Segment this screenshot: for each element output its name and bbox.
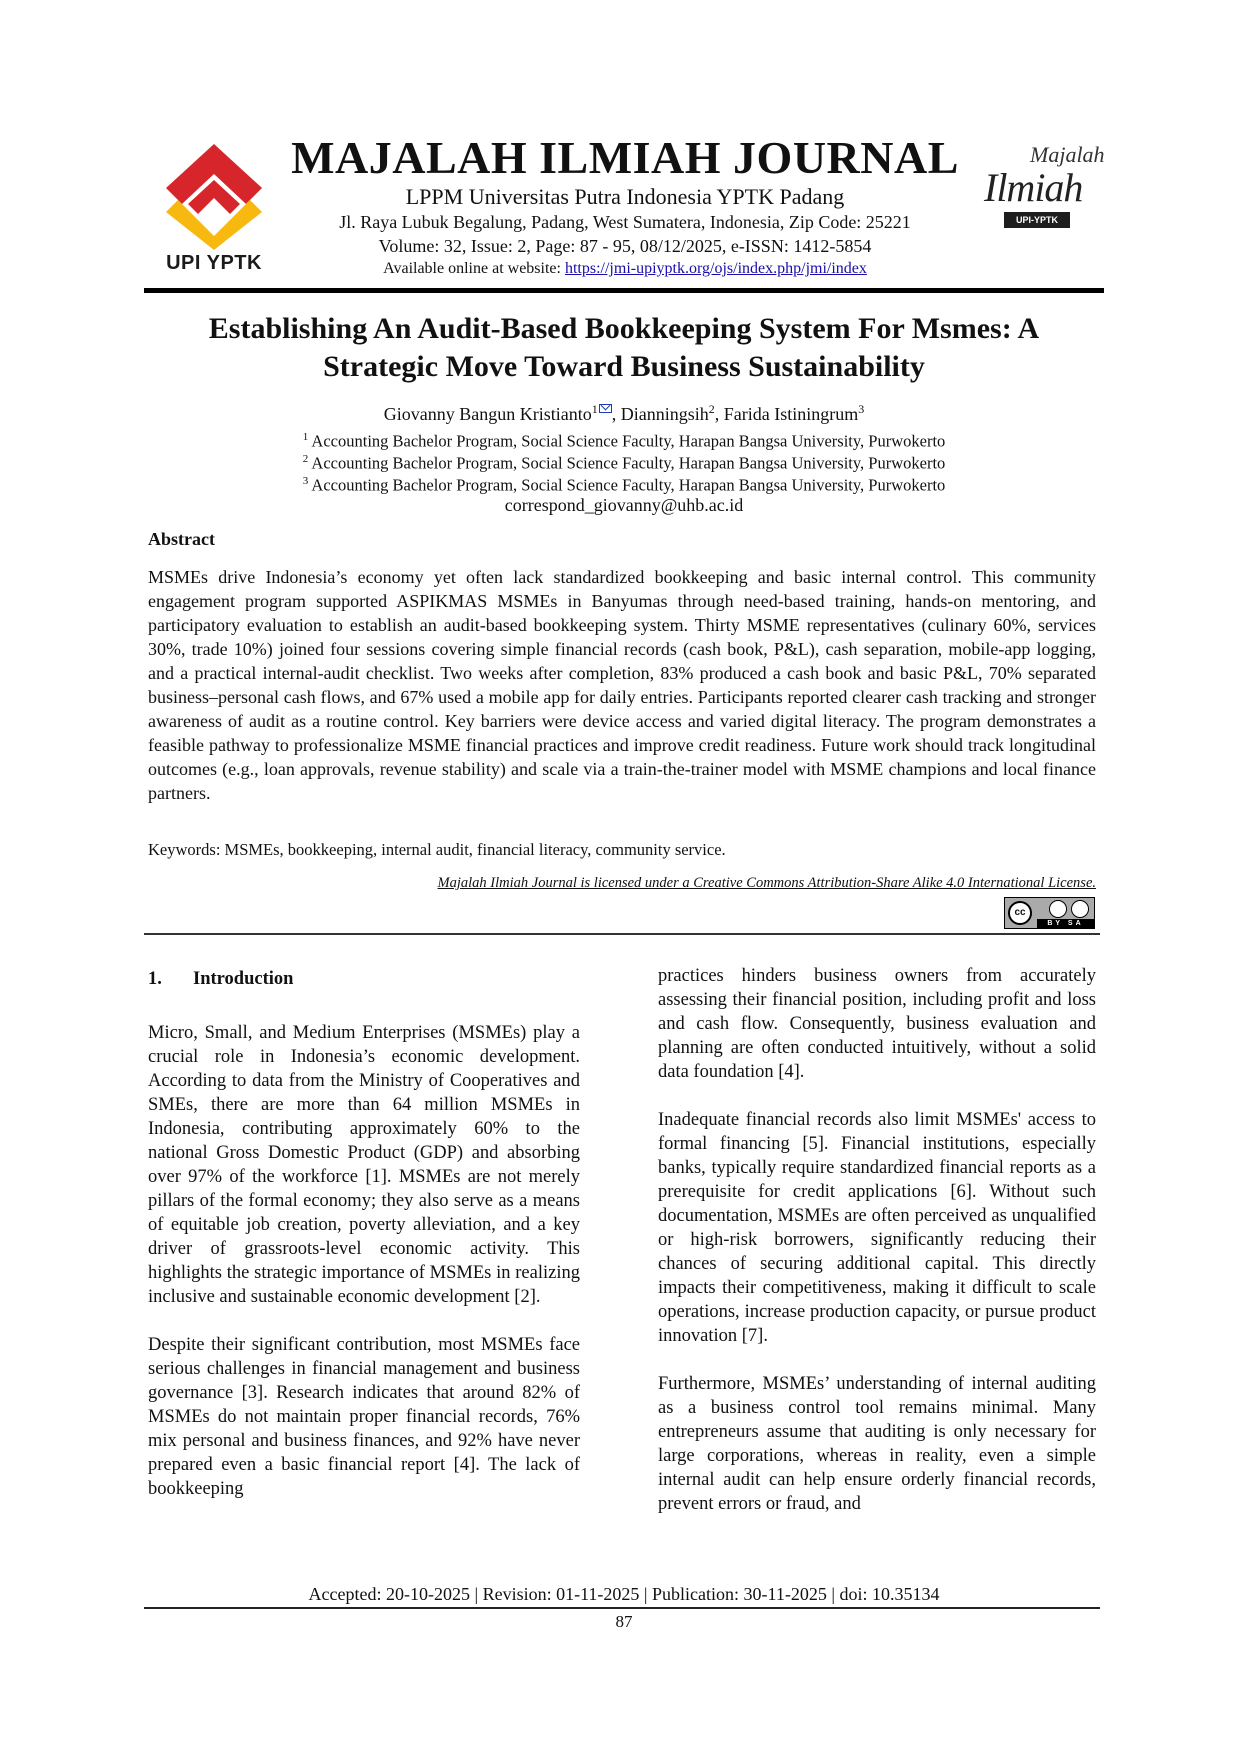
keywords: Keywords: MSMEs, bookkeeping, internal audit, financial literacy, community service. (148, 840, 726, 859)
author-list: Giovanny Bangun Kristianto$^1$ , Dianningsih$^2$, Farida Istiningrum$^3$ (383, 402, 865, 424)
online-availability (290, 259, 960, 279)
body-paragraph: Furthermore, MSMEs’ understanding of internal auditing as a business control tool remains minimal. Many entrepreneurs assume that auditing is only necessary for large corporations, whereas in reality, even a simple internal audit can help ensure orderly financial records, prevent errors or fraud, and (658, 1374, 1096, 1514)
cc-by-sa-badge[interactable] (1004, 897, 1095, 929)
journal-website-link[interactable]: https://jmi-upiyptk.org/ojs/index.php/jmi/index (564, 260, 867, 277)
affiliation-text: Accounting Bachelor Program, Social Science Faculty, Harapan Bangsa University, Purwokerto (311, 475, 946, 495)
author-affiliation-mark: 3 (858, 402, 865, 416)
affiliation-mark: 3 (302, 475, 309, 487)
corresponding-email: correspond_giovanny@uhb.ac.id (504, 495, 744, 515)
logo-script-majalah: Majalah (1030, 142, 1105, 167)
paper-title-line-2: Strategic Move Toward Business Sustainability (323, 350, 925, 383)
abstract-divider (144, 933, 1100, 935)
creative-commons-icon: cc (1008, 901, 1032, 925)
affiliation-mark: 1 (302, 431, 309, 443)
share-alike-icon (1071, 900, 1089, 918)
logo-ribbon: UPI-YPTK (1004, 212, 1070, 228)
abstract-heading: Abstract (148, 529, 215, 549)
paper-title-line-1: Establishing An Audit-Based Bookkeeping System For Msmes: A (208, 312, 1040, 345)
affiliation-mark: 2 (302, 453, 309, 465)
section-heading (148, 967, 580, 991)
body-paragraph: Micro, Small, and Medium Enterprises (MSMEs) play a crucial role in Indonesia’s economic development. According to data from the Ministry of Cooperatives and SMEs, there are more than 64 million MSMEs in Indonesia, contributing approximately 60% to the national Gross Domestic Product (GDP) and absorbing over 97% of the workforce [1]. MSMEs are not merely pillars of the formal economy; they also serve as a means of equitable job creation, poverty alleviation, and a key driver of grassroots-level economic activity. This highlights the strategic importance of MSMEs in realizing inclusive and sustainable economic development [2]. (148, 1023, 580, 1307)
upi-yptk-logo (158, 140, 270, 280)
footer-divider (144, 1607, 1100, 1609)
left-column (148, 967, 580, 1525)
attribution-icon (1049, 900, 1067, 918)
author-name: Giovanny Bangun Kristianto (383, 404, 592, 424)
author-affiliation-mark: 1 (591, 402, 598, 416)
institution-address: Jl. Raya Lubuk Begalung, Padang, West Sumatera, Indonesia, Zip Code: 25221 (339, 212, 911, 232)
journal-title: MAJALAH ILMIAH JOURNAL (291, 132, 959, 183)
affiliation-text: Accounting Bachelor Program, Social Science Faculty, Harapan Bangsa University, Purwokerto (311, 431, 946, 451)
volume-info: Volume: 32, Issue: 2, Page: 87 - 95, 08/12/2025, e-ISSN: 1412-5854 (378, 236, 872, 256)
institution-name: LPPM Universitas Putra Indonesia YPTK Padang (405, 184, 845, 209)
page-number: 87 (615, 1612, 633, 1631)
envelope-icon[interactable] (599, 404, 612, 413)
section-title: Introduction (193, 969, 294, 989)
author-name: Farida Istiningrum (723, 404, 859, 424)
affiliation-text: Accounting Bachelor Program, Social Science Faculty, Harapan Bangsa University, Purwokerto (311, 453, 946, 473)
author-name: Dianningsih (620, 404, 709, 424)
majalah-ilmiah-logo (978, 142, 1105, 232)
logo-script-ilmiah: Ilmiah (984, 165, 1083, 210)
publication-dates: Accepted: 20-10-2025 | Revision: 01-11-2025 | Publication: 30-11-2025 | doi: 10.35134 (308, 1584, 940, 1604)
upi-yptk-emblem-icon (158, 140, 270, 252)
license-statement[interactable]: Majalah Ilmiah Journal is licensed under a Creative Commons Attribution-Share Alike 4.0 International License. (437, 875, 1096, 891)
body-paragraph: Despite their significant contribution, most MSMEs face serious challenges in financial management and business governance [3]. Research indicates that around 82% of MSMEs do not maintain proper financial records, 76% mix personal and business finances, and 92% have never prepared even a basic financial report [4]. The lack of bookkeeping (148, 1335, 580, 1499)
header-divider (144, 288, 1104, 293)
cc-badge-strip: BY SA (1037, 919, 1094, 928)
section-number: 1. (148, 969, 162, 989)
online-prefix: Available online at website: (383, 260, 565, 277)
paper-title (140, 310, 1108, 386)
body-paragraph: practices hinders business owners from accurately assessing their financial position, including profit and loss and cash flow. Consequently, business evaluation and planning are often conducted intuitively, without a solid data foundation [4]. (658, 966, 1096, 1082)
body-paragraph: Inadequate financial records also limit MSMEs' access to formal financing [5]. Financial institutions, especially banks, typically require standardized financial reports as a prerequisite for credit applications [6]. Without such documentation, MSMEs are often perceived as unqualified or high-risk borrowers, significantly reducing their chances of securing additional capital. This directly impacts their competitiveness, making it difficult to scale operations, increase production capacity, or pursue product innovation [7]. (658, 1110, 1096, 1346)
abstract-text: MSMEs drive Indonesia’s economy yet often lack standardized bookkeeping and basic internal control. This community engagement program supported ASPIKMAS MSMEs in Banyumas through need-based training, hands-on mentoring, and participatory evaluation to establish an audit-based bookkeeping system. Thirty MSME representatives (culinary 60%, services 30%, trade 10%) joined four sessions covering simple financial records (cash book, P&L), cash separation, mobile-app logging, and a practical internal-audit checklist. Two weeks after completion, 83% produced a cash book and basic P&L, 70% separated business–personal cash flows, and 67% used a mobile app for daily entries. Participants reported clearer cash tracking and stronger awareness of audit as a routine control. Key barriers were device access and varied digital literacy. The program demonstrates a feasible pathway to professionalize MSME financial practices and improve credit readiness. Future work should track longitudinal outcomes (e.g., loan approvals, revenue stability) and scale via a train-the-trainer model with MSME champions and local finance partners. (148, 567, 1096, 803)
author-affiliation-mark: 2 (708, 402, 715, 416)
upi-yptk-logo-text: UPI YPTK (166, 252, 262, 274)
right-column (658, 964, 1096, 1540)
